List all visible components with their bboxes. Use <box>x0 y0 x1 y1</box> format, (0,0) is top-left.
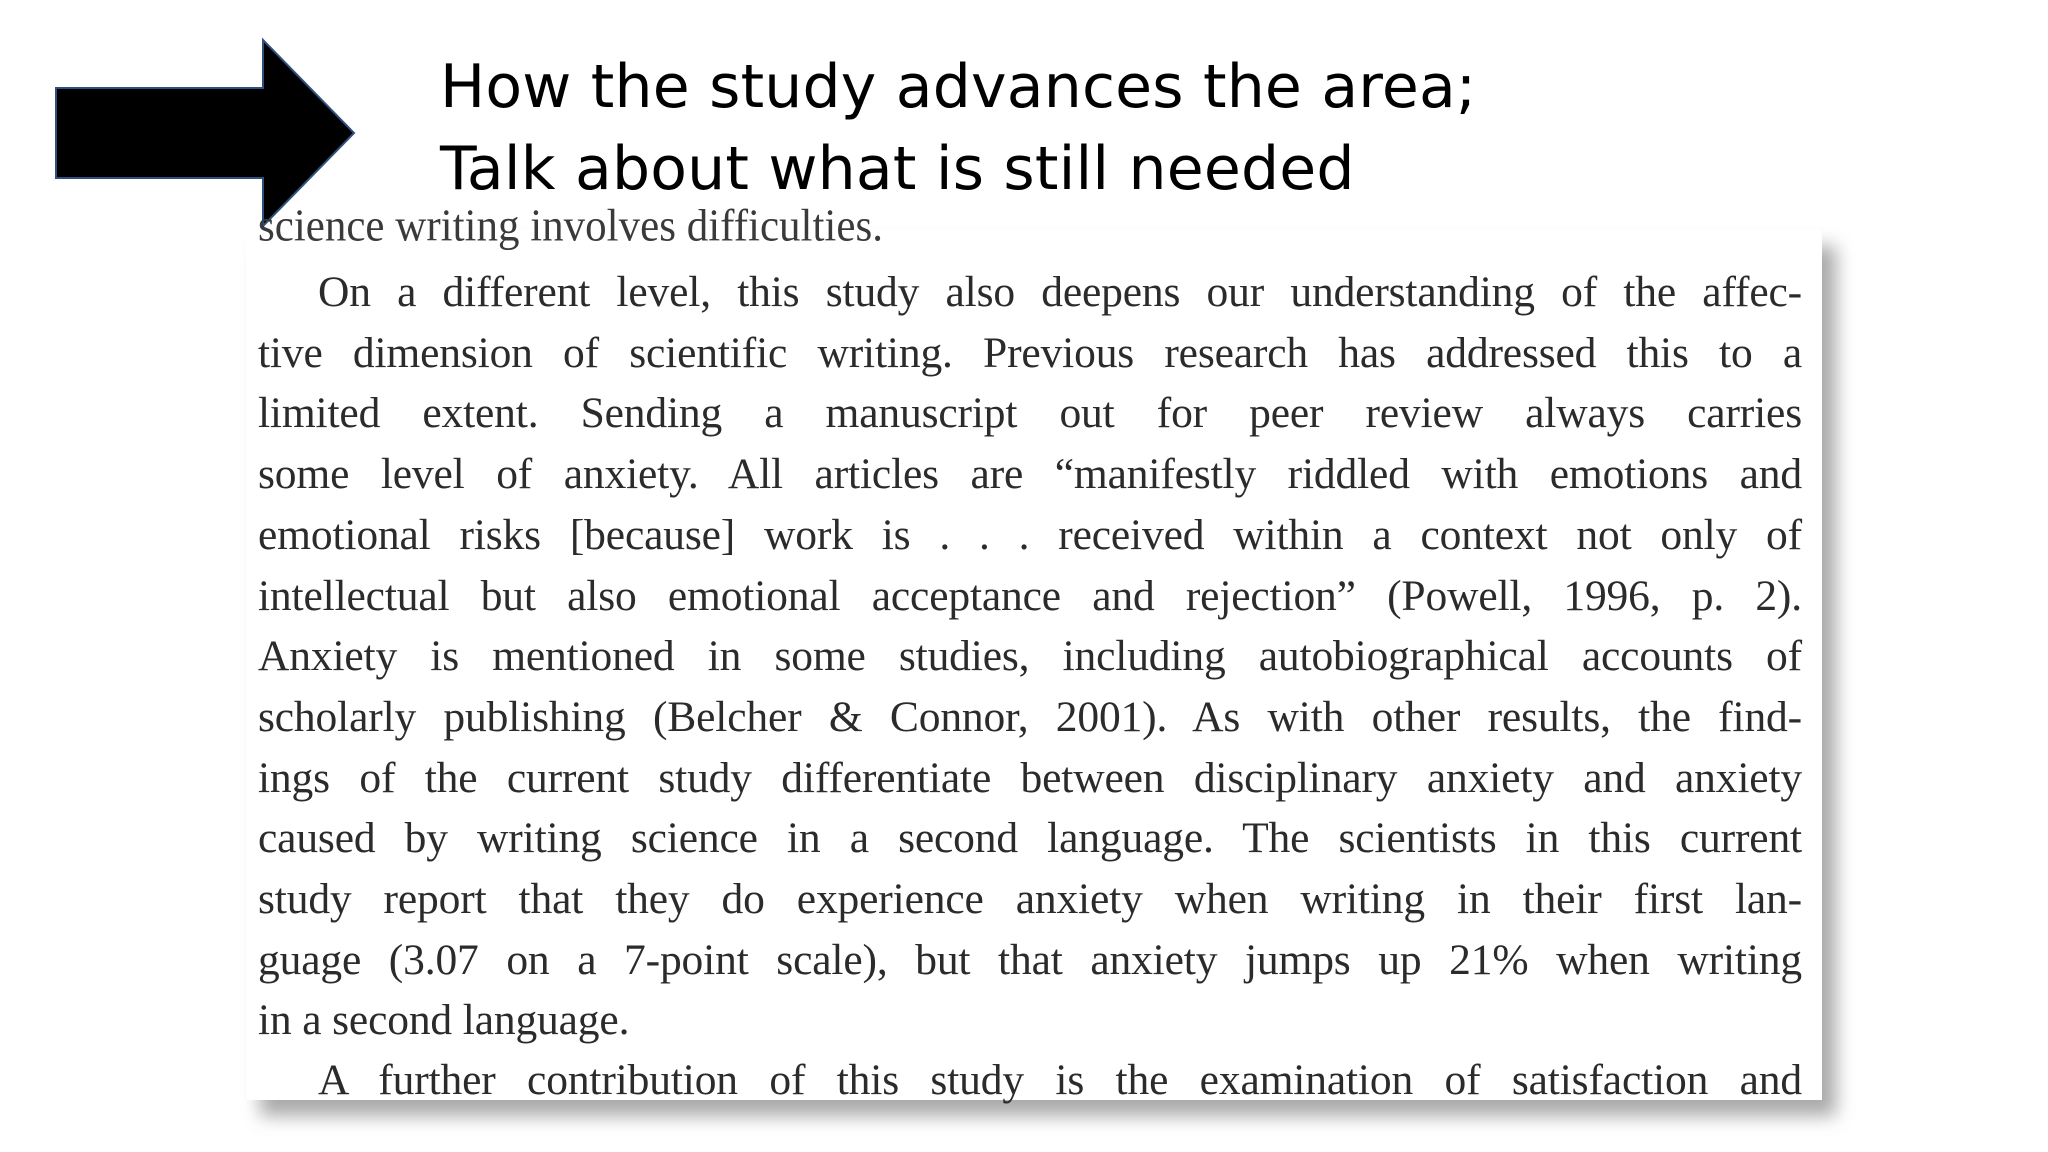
text-line: On a different level, this study also deepens our understanding of the affec- <box>318 268 1802 316</box>
right-arrow-icon <box>54 38 356 228</box>
text-line: in a second language. <box>258 996 630 1045</box>
text-line: emotional risks [because] work is . . . received within a context not only of <box>258 510 1802 559</box>
text-line: limited extent. Sending a manuscript out for peer review always carries <box>258 389 1802 438</box>
text-line: study report that they do experience anxiety when writing in their first lan- <box>258 875 1802 924</box>
excerpt-paragraph-2 <box>258 1050 1802 1111</box>
text-line: Anxiety is mentioned in some studies, including autobiographical accounts of <box>258 632 1802 681</box>
text-line: scholarly publishing (Belcher & Connor, 2001). As with other results, the find- <box>258 692 1802 741</box>
text-line: caused by writing science in a second language. The scientists in this current <box>258 814 1802 863</box>
excerpt-paragraph-1 <box>258 262 1802 1051</box>
heading-line-1: How the study advances the area; <box>440 52 1477 122</box>
heading-line-2: Talk about what is still needed <box>440 134 1355 204</box>
text-line: intellectual but also emotional acceptance and rejection” (Powell, 1996, p. 2). <box>258 571 1802 620</box>
excerpt-figure <box>246 201 1822 1110</box>
slide-heading <box>440 46 1476 210</box>
text-line: some level of anxiety. All articles are “manifestly riddled with emotions and <box>258 450 1802 499</box>
text-line: tive dimension of scientific writing. Previous research has addressed this to a <box>258 328 1802 377</box>
text-line: guage (3.07 on a 7-point scale), but that anxiety jumps up 21% when writing <box>258 935 1802 984</box>
text-line: A further contribution of this study is the examination of satisfaction and <box>318 1056 1802 1104</box>
text-line: ings of the current study differentiate between disciplinary anxiety and anxiety <box>258 753 1802 802</box>
excerpt-image <box>246 201 1822 1104</box>
excerpt-cut-line: science writing involves difficulties. <box>258 201 883 252</box>
